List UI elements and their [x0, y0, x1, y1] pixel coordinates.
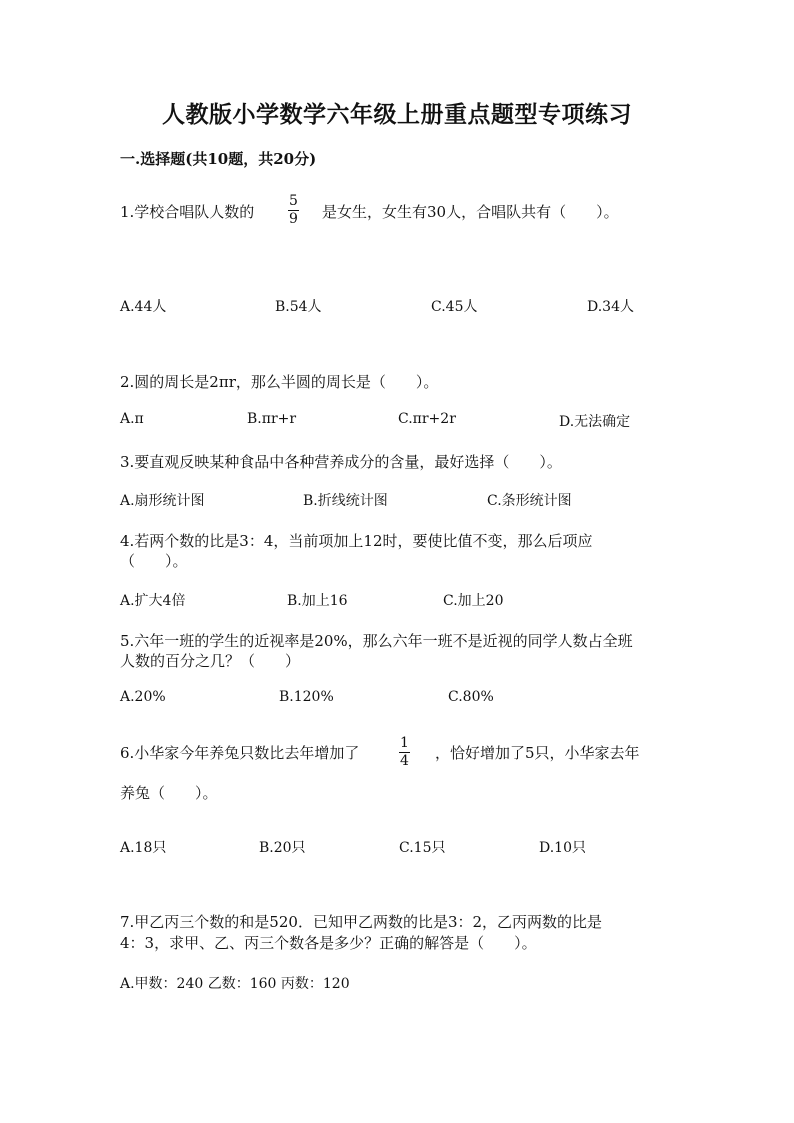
question-1-option-a[interactable]: A.44人	[120, 299, 167, 315]
question-6-option-b[interactable]: B.20只	[259, 840, 306, 856]
question-2-option-b[interactable]: B.πr+r	[247, 411, 297, 427]
question-1-fraction	[288, 194, 299, 227]
fraction-numerator: 5	[289, 193, 298, 209]
question-6-text-end: ，恰好增加了5只，小华家去年	[435, 744, 640, 762]
question-2-option-c[interactable]: C.πr+2r	[398, 411, 456, 427]
question-7-text-line-2: 4：3，求甲、乙、丙三个数各是多少？正确的解答是（ ）。	[120, 934, 537, 952]
page-title: 人教版小学数学六年级上册重点题型专项练习	[162, 101, 632, 128]
question-1-text-start: 1.学校合唱队人数的	[120, 203, 255, 221]
fraction-numerator: 1	[400, 735, 409, 751]
question-6-option-c[interactable]: C.15只	[399, 840, 446, 856]
question-4-option-c[interactable]: C.加上20	[443, 593, 504, 609]
question-1-text-end: 是女生，女生有30人，合唱队共有（ ）。	[322, 203, 619, 221]
question-7-option-a[interactable]: A.甲数：240 乙数：160 丙数：120	[120, 976, 350, 992]
question-3-text: 3.要直观反映某种食品中各种营养成分的含量，最好选择（ ）。	[120, 453, 562, 471]
question-5-option-a[interactable]: A.20%	[120, 689, 166, 705]
question-2-text: 2.圆的周长是2πr，那么半圆的周长是（ ）。	[120, 373, 439, 391]
fraction-denominator: 9	[289, 211, 298, 227]
question-4-text-line-1: 4.若两个数的比是3：4，当前项加上12时，要使比值不变，那么后项应	[120, 532, 593, 550]
question-7-text-line-1: 7.甲乙丙三个数的和是520．已知甲乙两数的比是3：2，乙丙两数的比是	[120, 913, 603, 931]
fraction-denominator: 4	[400, 753, 409, 769]
question-1-option-c[interactable]: C.45人	[431, 299, 478, 315]
question-5-text-line-1: 5.六年一班的学生的近视率是20%，那么六年一班不是近视的同学人数占全班	[120, 632, 633, 650]
question-4-option-a[interactable]: A.扩大4倍	[120, 593, 186, 609]
question-1-option-d[interactable]: D.34人	[587, 299, 634, 315]
question-3-option-b[interactable]: B.折线统计图	[303, 493, 388, 509]
question-6-fraction	[399, 736, 410, 769]
section-heading: 一.选择题(共10题，共20分)	[120, 150, 317, 168]
question-4-text-line-2: （ ）。	[120, 552, 188, 570]
question-6-option-a[interactable]: A.18只	[120, 840, 167, 856]
question-5-option-c[interactable]: C.80%	[448, 689, 494, 705]
question-5-option-b[interactable]: B.120%	[279, 689, 334, 705]
question-6-text-start: 6.小华家今年养兔只数比去年增加了	[120, 744, 360, 762]
question-6-option-d[interactable]: D.10只	[539, 840, 586, 856]
question-4-option-b[interactable]: B.加上16	[287, 593, 348, 609]
question-3-option-a[interactable]: A.扇形统计图	[120, 493, 205, 509]
question-1-option-b[interactable]: B.54人	[275, 299, 322, 315]
question-2-option-a[interactable]: A.π	[120, 411, 144, 427]
question-5-text-line-2: 人数的百分之几？（ ）	[120, 652, 301, 670]
question-2-option-d[interactable]: D.无法确定	[559, 414, 631, 430]
question-3-option-c[interactable]: C.条形统计图	[487, 493, 572, 509]
question-6-text-line-2: 养兔（ ）。	[120, 784, 218, 802]
